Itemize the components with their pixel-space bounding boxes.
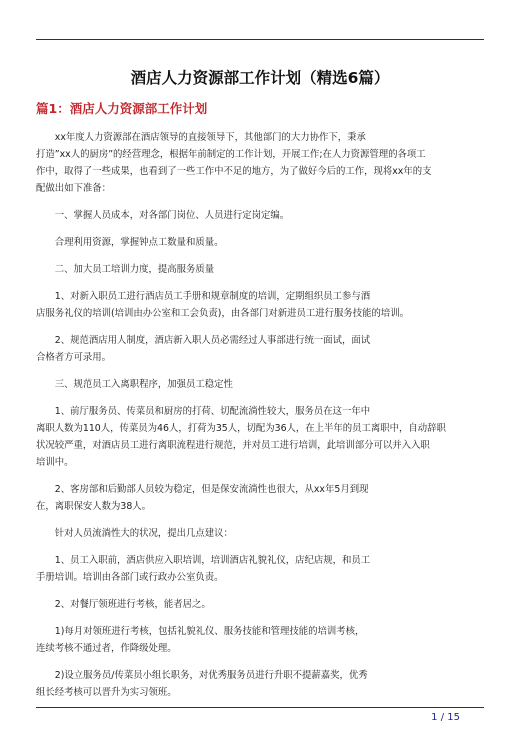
- paragraph-line: xx年度人力资源部在酒店领导的直接领导下，其他部门的大力协作下，秉承: [54, 132, 366, 143]
- paragraph-line: 2、对餐厅领班进行考核，能者居之。: [54, 599, 211, 610]
- paragraph-line: 2)设立服务员/传菜员小组长职务，对优秀服务员进行升职不提薪嘉奖，优秀: [54, 670, 368, 681]
- section-subtitle: 篇1：酒店人力资源部工作计划: [36, 101, 208, 116]
- paragraph: [36, 596, 484, 613]
- paragraph: [36, 403, 484, 471]
- paragraph-line: 一、掌握人员成本，对各部门岗位、人员进行定岗定编。: [54, 210, 290, 221]
- paragraph-line: 作中，取得了一些成果，也看到了一些工作中不足的地方，为了做好今后的工作，现将xx年的支: [36, 166, 432, 177]
- paragraph: [36, 332, 484, 366]
- paragraph: [36, 623, 484, 657]
- paragraph-line: 合格者方可录用。: [36, 352, 112, 363]
- paragraph-line: 在，离职保安人数为38人。: [36, 501, 152, 512]
- paragraph: [36, 207, 484, 224]
- paragraph-line: 1)每月对领班进行考核，包括礼貌礼仪、服务技能和管理技能的培训考核，: [54, 626, 365, 637]
- paragraph-line: 2、规范酒店用人制度，酒店新入职人员必需经过人事部进行统一面试，面试: [54, 335, 371, 346]
- paragraph: [36, 261, 484, 278]
- paragraph: [36, 525, 484, 542]
- paragraph-line: 打造”xx人的厨房”的经营理念，根据年前制定的工作计划，开展工作;在人力资源管理的各项工: [36, 149, 426, 160]
- paragraph-line: 二、加大员工培训力度，提高服务质量: [54, 264, 215, 275]
- paragraph-line: 配做出如下准备：: [36, 183, 112, 194]
- paragraph-line: 1、对新入职员工进行酒店员工手册和规章制度的培训，定期组织员工参与酒: [54, 291, 371, 302]
- document-title: 酒店人力资源部工作计划（精选6篇）: [130, 69, 390, 87]
- paragraph-line: 离职人数为110人，传菜员为46人，打荷为35人，切配为36人，在上半年的员工离职中，自动辞职: [36, 423, 446, 434]
- paragraph-line: 手册培训。培训由各部门或行政办公室负责。: [36, 572, 224, 583]
- paragraph-line: 连续考核不通过者，作降级处理。: [36, 643, 177, 654]
- document-body: [36, 129, 484, 711]
- paragraph: [36, 376, 484, 393]
- paragraph: [36, 234, 484, 251]
- paragraph: [36, 552, 484, 586]
- paragraph: [36, 288, 484, 322]
- paragraph-line: 店服务礼仪的培训(培训由办公室和工会负责)，由各部门对新进员工进行服务技能的培训。: [36, 308, 409, 319]
- paragraph-line: 合理利用资源，掌握钟点工数量和质量。: [54, 237, 224, 248]
- paragraph-line: 状况较严重，对酒店员工进行离职流程进行规范，并对员工进行培训，此培训部分可以并入入职: [36, 440, 430, 451]
- paragraph-line: 培训中。: [36, 457, 74, 468]
- paragraph-line: 1、员工入职前，酒店供应入职培训，培训酒店礼貌礼仪，店纪店规，和员工: [54, 555, 371, 566]
- paragraph: [36, 481, 484, 515]
- page-number: 1 / 15: [431, 712, 460, 723]
- header-rule: [36, 39, 484, 40]
- paragraph: [36, 667, 484, 701]
- footer-rule: [36, 707, 484, 708]
- paragraph-line: 三、规范员工入离职程序，加强员工稳定性: [54, 379, 233, 390]
- paragraph: [36, 129, 484, 197]
- paragraph-line: 组长经考核可以晋升为实习领班。: [36, 687, 177, 698]
- paragraph-line: 2、客房部和后勤部人员较为稳定，但是保安流淌性也很大，从xx年5月到现: [54, 484, 369, 495]
- paragraph-line: 针对人员流淌性大的状况，提出几点建议：: [54, 528, 233, 539]
- paragraph-line: 1、前厅服务员、传菜员和厨房的打荷、切配流淌性较大，服务员在这一年中: [54, 406, 371, 417]
